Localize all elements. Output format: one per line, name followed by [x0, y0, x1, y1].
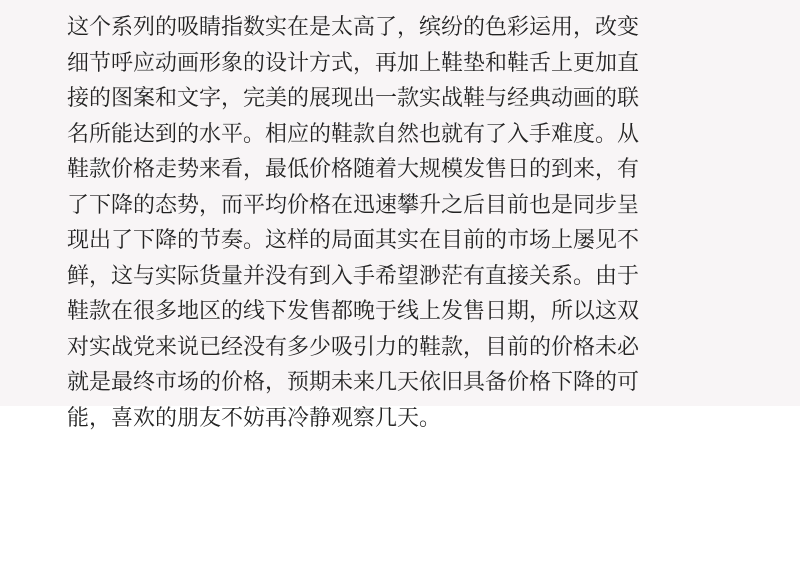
article-line: 鞋款在很多地区的线下发售都晚于线上发售日期，所以这双 — [67, 299, 640, 324]
article-line: 名所能达到的水平。相应的鞋款自然也就有了入手难度。从 — [67, 121, 640, 147]
article-line: 能，喜欢的朋友不妨再冷静观察几天。 — [67, 405, 442, 431]
article-line: 这个系列的吸睛指数实在是太高了，缤纷的色彩运用，改变 — [67, 15, 640, 40]
article-line: 对实战党来说已经没有多少吸引力的鞋款，目前的价格未必 — [67, 334, 640, 360]
article-line: 接的图案和文字，完美的展现出一款实战鞋与经典动画的联 — [67, 86, 640, 111]
article-line: 细节呼应动画形象的设计方式，再加上鞋垫和鞋舌上更加直 — [67, 50, 640, 76]
article-line: 了下降的态势，而平均价格在迅速攀升之后目前也是同步呈 — [67, 192, 640, 218]
article-body — [67, 10, 747, 436]
article-line: 鞋款价格走势来看，最低价格随着大规模发售日的到来，有 — [67, 157, 640, 182]
article-line: 鲜，这与实际货量并没有到入手希望渺茫有直接关系。由于 — [67, 263, 640, 289]
article-line: 现出了下降的节奏。这样的局面其实在目前的市场上屡见不 — [67, 228, 640, 253]
article-line: 就是最终市场的价格，预期未来几天依旧具备价格下降的可 — [67, 370, 640, 395]
